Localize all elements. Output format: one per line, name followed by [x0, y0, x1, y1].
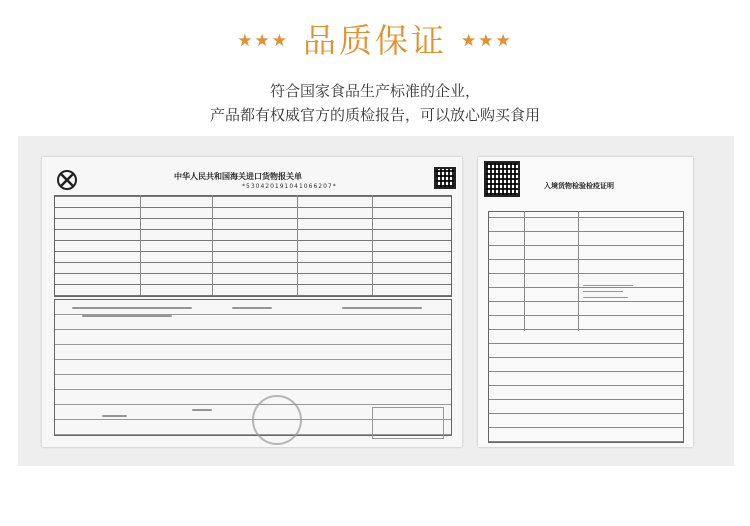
left-stars-icon: ★★★ [237, 31, 289, 51]
subtitle-line-1: 符合国家食品生产标准的企业， [269, 82, 480, 100]
header-fields-grid [54, 195, 452, 297]
goods-line [82, 315, 172, 317]
page-title: 品质保证 [303, 21, 447, 60]
official-seal [252, 395, 302, 445]
grid-divider [140, 195, 141, 295]
subtitle-line-2: 产品都有权威官方的质检报告，可以放心购买食用 [209, 106, 540, 124]
inspection-certificate-image [478, 157, 693, 447]
barcode-number: *530420191041066207* [242, 183, 337, 190]
product-line [583, 297, 628, 298]
qr-code-icon [484, 161, 520, 197]
customs-declaration-image [42, 157, 462, 447]
table-divider [524, 211, 525, 331]
customs-emblem-icon [56, 169, 78, 191]
goods-line [72, 307, 192, 309]
grid-divider [372, 195, 373, 295]
section-title [0, 18, 750, 64]
declaration-heading: 中华人民共和国海关进口货物报关单 [174, 172, 302, 181]
inspection-stamp [372, 407, 444, 439]
grid-divider [212, 195, 213, 295]
grid-divider [297, 195, 298, 295]
goods-line [342, 307, 422, 309]
product-line [583, 291, 623, 292]
right-stars-icon: ★★★ [461, 31, 513, 51]
certificate-heading: 入境货物检验检疫证明 [544, 182, 614, 190]
certificate-table [488, 211, 684, 443]
signature [102, 415, 127, 417]
qr-code-icon [434, 167, 456, 189]
table-divider [578, 211, 579, 331]
goods-line [232, 307, 272, 309]
product-line [583, 285, 633, 286]
signature [192, 409, 212, 411]
